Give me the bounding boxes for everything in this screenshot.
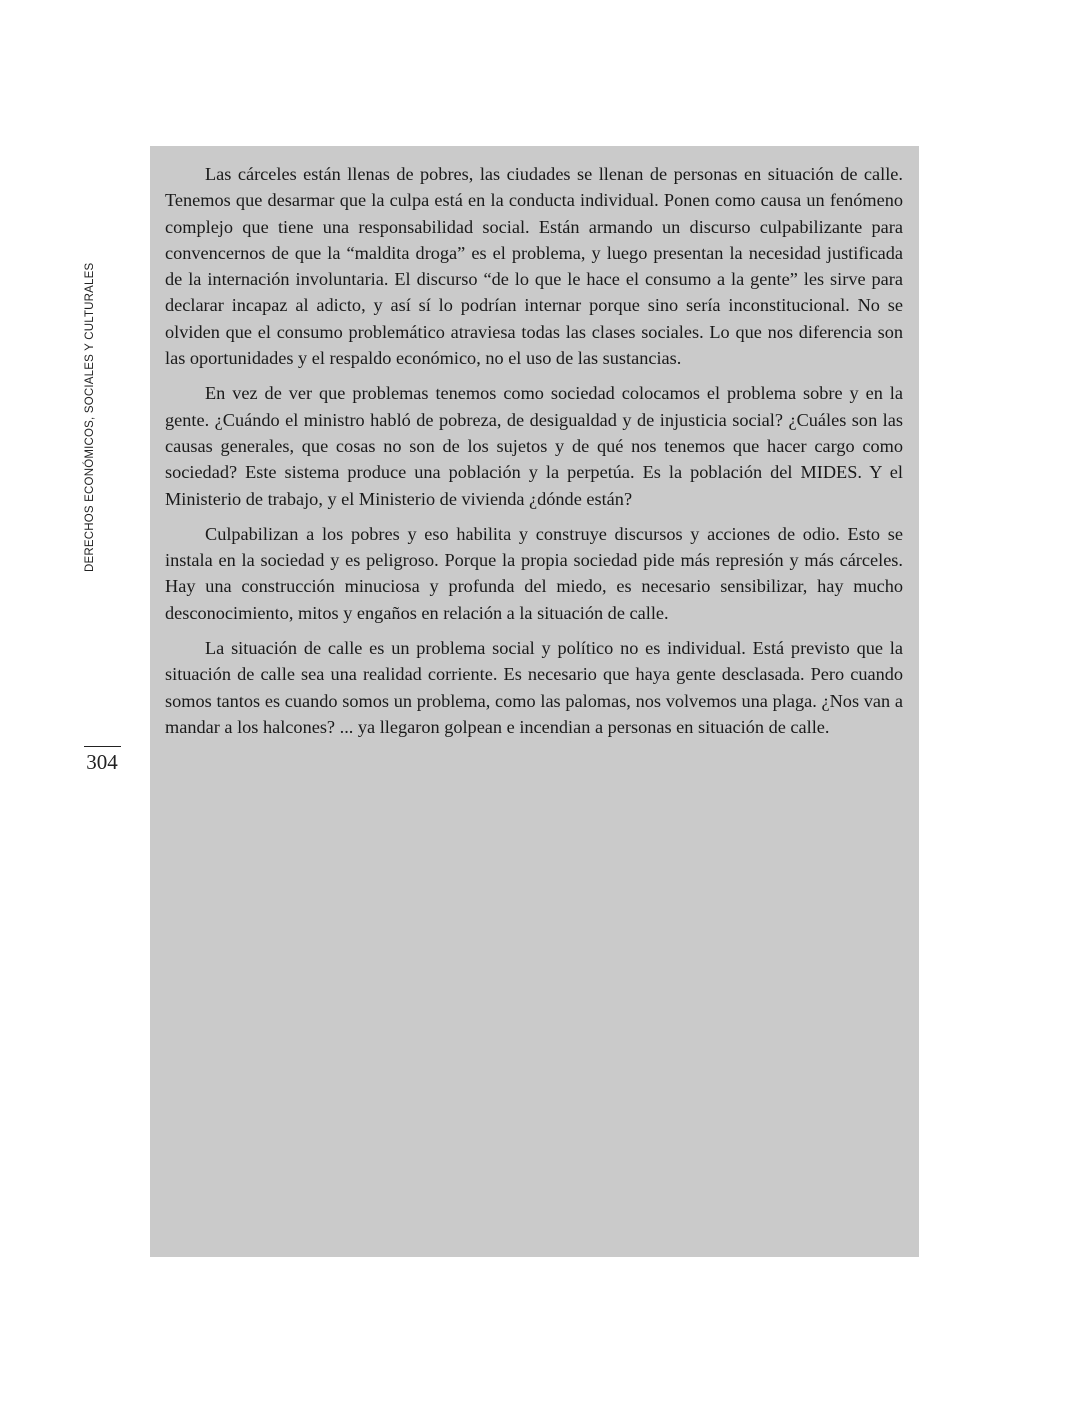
paragraph: La situación de calle es un problema social y político no es individual. Está previsto que la situación de calle sea una realidad corriente. Es necesario que haya gente desclasada. Pero cuando somos tantos es cuando somos un problema, como las palomas, nos volvemos una plaga. ¿Nos van a mandar a los halcones? ... ya llegaron golpean e incendian a personas en situación de calle. — [165, 638, 903, 737]
paragraph: En vez de ver que problemas tenemos como sociedad colocamos el problema sobre y en la gente. ¿Cuándo el ministro habló de pobreza, de desigualdad y de injusticia social? ¿Cuáles son las causas generales, que cosas no son de los sujetos y de qué nos tenemos que hacer cargo como sociedad? Este sistema produce una población y la perpetúa. Es la población del MIDES. Y el Ministerio de trabajo, y el Ministerio de vivienda ¿dónde están? — [165, 383, 903, 509]
running-head: DERECHOS ECONÓMICOS, SOCIALES Y CULTURALES — [84, 262, 96, 572]
page-number-rule — [84, 746, 121, 747]
body-text — [165, 161, 903, 749]
page-number: 304 — [86, 750, 118, 774]
paragraph: Culpabilizan a los pobres y eso habilita y construye discursos y acciones de odio. Esto se instala en la sociedad y es peligroso. Porque la propia sociedad pide más represión y más cárceles. Hay una construcción minuciosa y profunda del miedo, es necesario sensibilizar, hay mucho desconocimiento, mitos y engaños en relación a la situación de calle. — [165, 523, 903, 623]
paragraph: Las cárceles están llenas de pobres, las ciudades se llenan de personas en situación de calle. Tenemos que desarmar que la culpa está en la conducta individual. Ponen como causa un fenómeno complejo que tiene una responsabilidad social. Están armando un discurso culpabilizante para convencernos de que la “maldita droga” es el problema, y luego presentan la necesidad justificada de la internación involuntaria. El discurso “de lo que le hace el consumo a la gente” les sirve para declarar incapaz al adicto, y así sí lo podrían internar porque sino sería inconstitucional. No se olviden que el consumo problemático atraviesa todas las clases sociales. Lo que nos diferencia son las oportunidades y el respaldo económico, no el uso de las sustancias. — [165, 164, 903, 369]
